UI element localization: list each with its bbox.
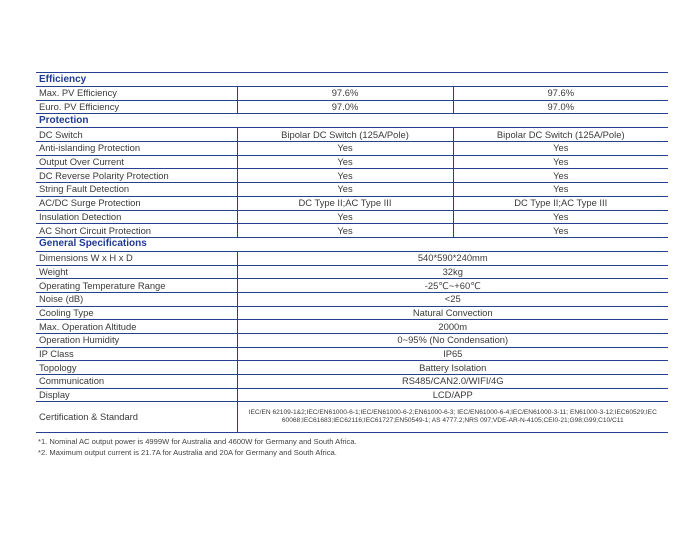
row-value: 97.6%	[237, 87, 453, 101]
table-row	[36, 375, 668, 389]
footnotes	[38, 437, 668, 458]
spec-table	[36, 72, 668, 433]
footnote: *1. Nominal AC output power is 4999W for Australia and 4600W for Germany and South Africa.	[38, 437, 357, 446]
row-label: Operating Temperature Range	[36, 279, 237, 293]
row-value: -25℃~+60℃	[237, 279, 668, 293]
table-row-certification	[36, 402, 668, 433]
row-label: Euro. PV Efficiency	[36, 100, 237, 114]
row-value: Yes	[237, 210, 453, 224]
table-row	[36, 347, 668, 361]
table-row	[36, 279, 668, 293]
row-label: Insulation Detection	[36, 210, 237, 224]
row-value: 2000m	[237, 320, 668, 334]
section-protection	[36, 114, 668, 128]
row-value: Yes	[453, 142, 668, 156]
row-value: Yes	[453, 155, 668, 169]
row-value: Yes	[237, 169, 453, 183]
row-value: Yes	[453, 183, 668, 197]
table-row	[36, 87, 668, 101]
certification-value: IEC/EN 62109-1&2;IEC/EN61000-6-1;IEC/EN61000-6-2;EN61000-6-3; IEC/EN61000-6-4;IEC/EN61000-3-11; EN61000-3-12;IEC60529;IEC 60068;IEC61683;IEC62116;IEC61727;EN50549-1; AS 4777.2;NRS 097;VDE-AR-N-4105;CEI0-21;G98;G99;C10/C11	[237, 402, 668, 433]
row-value: 32kg	[237, 265, 668, 279]
row-label: Noise (dB)	[36, 292, 237, 306]
row-label: Certification & Standard	[36, 402, 237, 433]
table-row	[36, 142, 668, 156]
row-label: Topology	[36, 361, 237, 375]
row-label: Display	[36, 388, 237, 402]
row-value: Yes	[453, 224, 668, 238]
row-value: Yes	[237, 224, 453, 238]
row-label: Cooling Type	[36, 306, 237, 320]
section-title: Efficiency	[36, 73, 668, 87]
row-value: Bipolar DC Switch (125A/Pole)	[453, 128, 668, 142]
table-row	[36, 100, 668, 114]
row-label: String Fault Detection	[36, 183, 237, 197]
row-label: Max. PV Efficiency	[36, 87, 237, 101]
row-label: AC/DC Surge Protection	[36, 196, 237, 210]
row-value: Yes	[237, 142, 453, 156]
table-row	[36, 388, 668, 402]
section-general	[36, 237, 668, 251]
table-row	[36, 128, 668, 142]
table-row	[36, 265, 668, 279]
table-row	[36, 320, 668, 334]
section-title: General Specifications	[36, 237, 668, 251]
row-value: 97.0%	[453, 100, 668, 114]
table-row	[36, 196, 668, 210]
row-value: 0~95% (No Condensation)	[237, 334, 668, 348]
table-row	[36, 334, 668, 348]
row-value: 97.6%	[453, 87, 668, 101]
row-label: Operation Humidity	[36, 334, 237, 348]
row-value: DC Type II;AC Type III	[237, 196, 453, 210]
table-row	[36, 169, 668, 183]
table-row	[36, 224, 668, 238]
row-label: DC Reverse Polarity Protection	[36, 169, 237, 183]
row-value: 97.0%	[237, 100, 453, 114]
row-label: Communication	[36, 375, 237, 389]
table-row	[36, 251, 668, 265]
section-efficiency	[36, 73, 668, 87]
row-label: DC Switch	[36, 128, 237, 142]
row-label: IP Class	[36, 347, 237, 361]
row-value: <25	[237, 292, 668, 306]
row-value: Yes	[453, 169, 668, 183]
row-value: LCD/APP	[237, 388, 668, 402]
table-row	[36, 361, 668, 375]
row-value: IP65	[237, 347, 668, 361]
row-value: Natural Convection	[237, 306, 668, 320]
row-value: RS485/CAN2.0/WIFI/4G	[237, 375, 668, 389]
table-row	[36, 155, 668, 169]
row-value: Battery Isolation	[237, 361, 668, 375]
row-value: Yes	[237, 183, 453, 197]
row-label: Output Over Current	[36, 155, 237, 169]
row-value: Yes	[453, 210, 668, 224]
row-label: Anti-islanding Protection	[36, 142, 237, 156]
row-label: Dimensions W x H x D	[36, 251, 237, 265]
row-value: 540*590*240mm	[237, 251, 668, 265]
table-row	[36, 292, 668, 306]
row-value: Yes	[237, 155, 453, 169]
table-row	[36, 183, 668, 197]
row-value: Bipolar DC Switch (125A/Pole)	[237, 128, 453, 142]
row-value: DC Type II;AC Type III	[453, 196, 668, 210]
row-label: Weight	[36, 265, 237, 279]
table-row	[36, 306, 668, 320]
table-row	[36, 210, 668, 224]
section-title: Protection	[36, 114, 668, 128]
row-label: AC Short Circuit Protection	[36, 224, 237, 238]
row-label: Max. Operation Altitude	[36, 320, 237, 334]
footnote: *2. Maximum output current is 21.7A for Australia and 20A for Germany and South Africa.	[38, 447, 337, 457]
spec-sheet	[36, 72, 668, 433]
